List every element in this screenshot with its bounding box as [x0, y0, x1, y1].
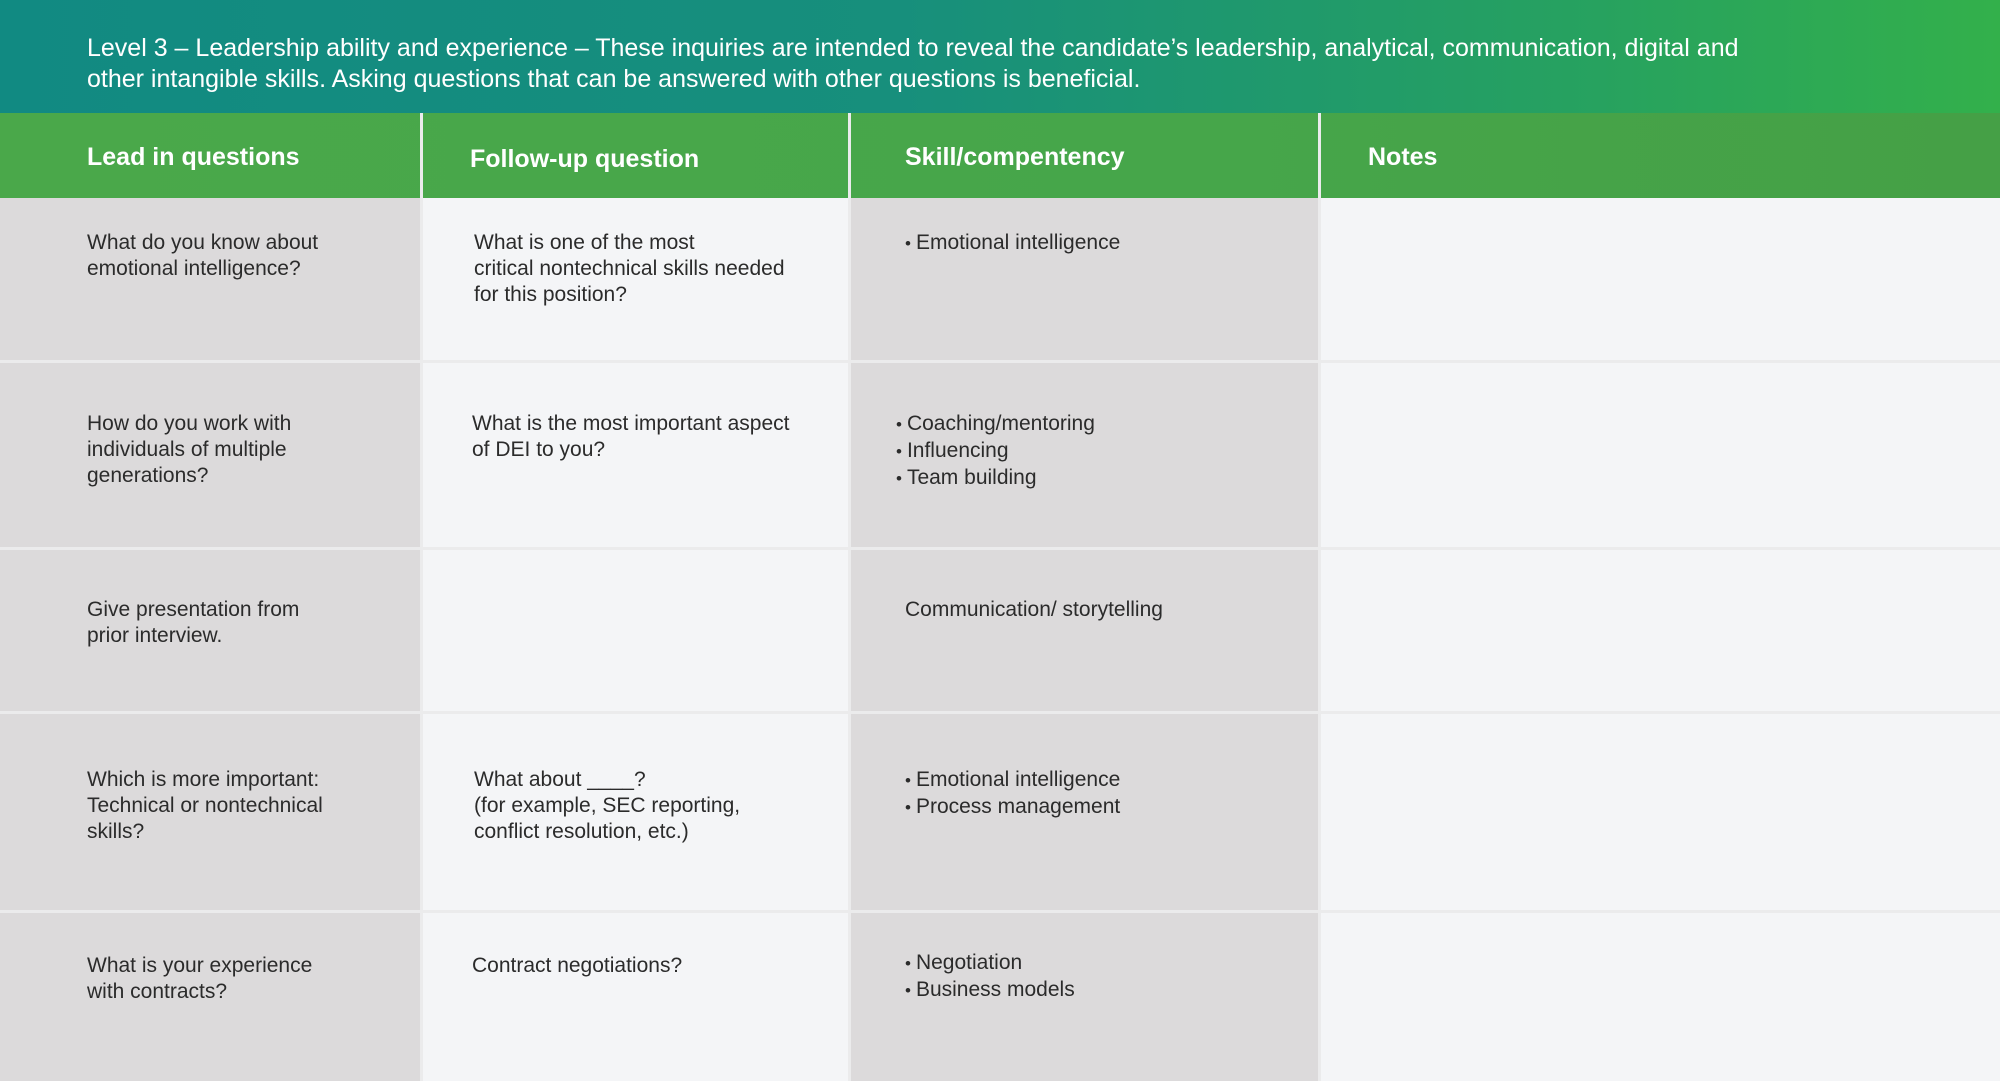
skill-item: • Influencing [896, 438, 1095, 465]
skill-item: • Business models [905, 977, 1075, 1004]
header-lead-in-questions: Lead in questions [87, 143, 300, 171]
table-cell-lead-3: Give presentation from prior interview. [87, 598, 300, 647]
skill-item: • Team building [896, 465, 1095, 492]
table-cell-followup-1: What is one of the most critical nontechnical skills needed for this position? [474, 231, 785, 306]
intro-line-2: other intangible skills. Asking questions that can be answered with other questions is beneficial. [87, 65, 1141, 93]
row-divider [0, 360, 2000, 363]
intro-banner [0, 0, 2000, 113]
table-cell-followup-5: Contract negotiations? [472, 954, 683, 977]
skill-item: • Emotional intelligence [905, 767, 1120, 794]
row-divider [0, 711, 2000, 714]
row-divider [0, 910, 2000, 913]
table-cell-skills-2 [896, 411, 1095, 492]
table-cell-skills-5 [905, 950, 1075, 1004]
table-cell-skills-3: Communication/ storytelling [905, 598, 1163, 621]
header-notes: Notes [1368, 143, 1438, 171]
table-cell-skills-1 [905, 230, 1120, 257]
skill-item: • Process management [905, 794, 1120, 821]
table-cell-lead-4: Which is more important: Technical or nontechnical skills? [87, 768, 323, 843]
column-divider [1318, 113, 1321, 1081]
intro-line-1: Level 3 – Leadership ability and experience – These inquiries are intended to reveal the candidate’s leadership, analytical, communication, digital and [87, 34, 1739, 62]
table-cell-lead-1: What do you know about emotional intelligence? [87, 231, 319, 280]
row-divider [0, 547, 2000, 550]
table-cell-skills-4 [905, 767, 1120, 821]
column-divider [848, 113, 851, 1081]
column-follow-up-bg [423, 198, 848, 1081]
column-skill-bg [851, 198, 1318, 1081]
column-notes-bg [1321, 198, 2000, 1081]
table-cell-lead-2: How do you work with individuals of multiple generations? [87, 412, 292, 487]
header-follow-up-question: Follow-up question [470, 145, 700, 173]
table-cell-followup-4: What about ____? (for example, SEC reporting, conflict resolution, etc.) [474, 768, 741, 843]
skill-item: • Emotional intelligence [905, 230, 1120, 257]
table-cell-followup-2: What is the most important aspect of DEI to you? [472, 412, 790, 461]
column-divider [420, 113, 423, 1081]
table-header-row [0, 113, 2000, 198]
skill-item: • Negotiation [905, 950, 1075, 977]
table-cell-lead-5: What is your experience with contracts? [87, 954, 313, 1003]
header-skill-competency: Skill/compentency [905, 143, 1125, 171]
skill-item: • Coaching/mentoring [896, 411, 1095, 438]
